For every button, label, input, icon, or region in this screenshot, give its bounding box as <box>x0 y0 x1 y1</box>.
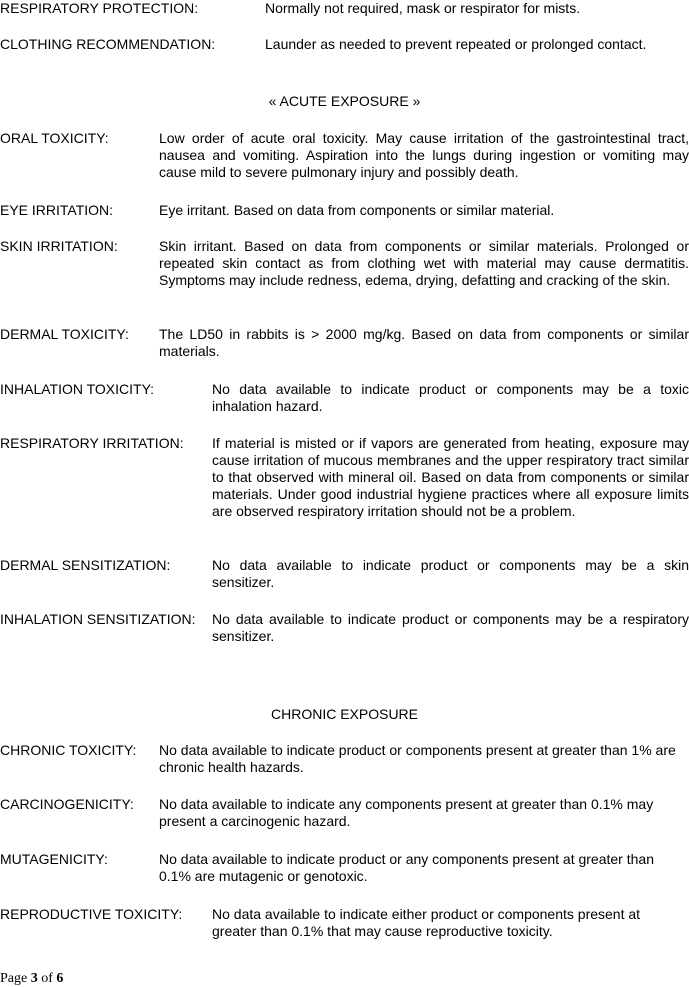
chronic-toxicity-label: CHRONIC TOXICITY: <box>0 742 137 758</box>
inhalation-toxicity-row <box>0 381 689 415</box>
oral-toxicity-value: Low order of acute oral toxicity. May cause irritation of the gastrointestinal tract, nausea and vomiting. Aspiration into the lungs during ingestion or vomiting may cause mild to severe pulmonary injury and possibly death. <box>159 130 689 180</box>
clothing-recommendation-label: CLOTHING RECOMMENDATION: <box>0 36 216 52</box>
inhalation-sensitization-row <box>0 611 689 645</box>
respiratory-protection-value: Normally not required, mask or respirator for mists. <box>265 0 581 16</box>
chronic-exposure-heading: CHRONIC EXPOSURE <box>270 706 419 722</box>
dermal-toxicity-label: DERMAL TOXICITY: <box>0 326 129 342</box>
inhalation-toxicity-label: INHALATION TOXICITY: <box>0 381 155 397</box>
dermal-toxicity-value: The LD50 in rabbits is > 2000 mg/kg. Based on data from components or similar materials. <box>159 326 689 359</box>
reproductive-toxicity-value: No data available to indicate either product or components present at greater than 0.1% that may cause reproductive toxicity. <box>212 906 641 939</box>
oral-toxicity-label: ORAL TOXICITY: <box>0 130 109 146</box>
skin-irritation-row <box>0 238 689 306</box>
eye-irritation-row <box>0 202 689 219</box>
carcinogenicity-label: CARCINOGENICITY: <box>0 796 134 812</box>
page-word: Page <box>0 971 28 986</box>
dermal-toxicity-row <box>0 326 689 360</box>
page-indicator <box>0 970 63 987</box>
reproductive-toxicity-row <box>0 906 689 940</box>
inhalation-toxicity-value: No data available to indicate product or components may be a toxic inhalation hazard. <box>212 381 689 414</box>
skin-irritation-value: Skin irritant. Based on data from components or similar materials. Prolonged or repeated skin contact as from clothing wet with material may cause dermatitis. Symptoms may include redness, edema, drying, defatting and cracking of the skin. <box>159 238 689 288</box>
respiratory-protection-label: RESPIRATORY PROTECTION: <box>0 0 199 16</box>
mutagenicity-row <box>0 851 689 885</box>
chronic-toxicity-value: No data available to indicate product or components present at greater than 1% are chronic health hazards. <box>159 742 676 775</box>
eye-irritation-value: Eye irritant. Based on data from components or similar material. <box>159 202 555 218</box>
chronic-toxicity-row <box>0 742 689 776</box>
inhalation-sensitization-label: INHALATION SENSITIZATION: <box>0 611 196 627</box>
dermal-sensitization-value: No data available to indicate product or components may be a skin sensitizer. <box>212 557 689 590</box>
page-number: 3 <box>30 971 38 986</box>
of-word: of <box>41 971 53 986</box>
reproductive-toxicity-label: REPRODUCTIVE TOXICITY: <box>0 906 183 922</box>
clothing-recommendation-value: Launder as needed to prevent repeated or prolonged contact. <box>265 36 647 52</box>
respiratory-protection-row <box>0 0 689 17</box>
oral-toxicity-row <box>0 130 689 181</box>
respiratory-irritation-value: If material is misted or if vapors are generated from heating, exposure may cause irritation of mucous membranes and the upper respiratory tract similar to that observed with mineral oil. Based on data from components or similar materials. Under good industrial hygiene practices where all exposure limits are observed respiratory irritation should not be a problem. <box>212 435 689 519</box>
dermal-sensitization-label: DERMAL SENSITIZATION: <box>0 557 171 573</box>
dermal-sensitization-row <box>0 557 689 591</box>
skin-irritation-label: SKIN IRRITATION: <box>0 238 118 254</box>
respiratory-irritation-row <box>0 435 689 537</box>
mutagenicity-value: No data available to indicate product or any components present at greater than 0.1% are mutagenic or genotoxic. <box>159 851 654 884</box>
inhalation-sensitization-value: No data available to indicate product or components may be a respiratory sensitizer. <box>212 611 689 644</box>
mutagenicity-label: MUTAGENICITY: <box>0 851 108 867</box>
page-total: 6 <box>56 971 64 986</box>
carcinogenicity-row <box>0 796 689 830</box>
eye-irritation-label: EYE IRRITATION: <box>0 202 114 218</box>
clothing-recommendation-row <box>0 36 689 53</box>
carcinogenicity-value: No data available to indicate any components present at greater than 0.1% may present a carcinogenic hazard. <box>159 796 654 829</box>
respiratory-irritation-label: RESPIRATORY IRRITATION: <box>0 435 184 451</box>
acute-exposure-heading: « ACUTE EXPOSURE » <box>268 93 421 109</box>
